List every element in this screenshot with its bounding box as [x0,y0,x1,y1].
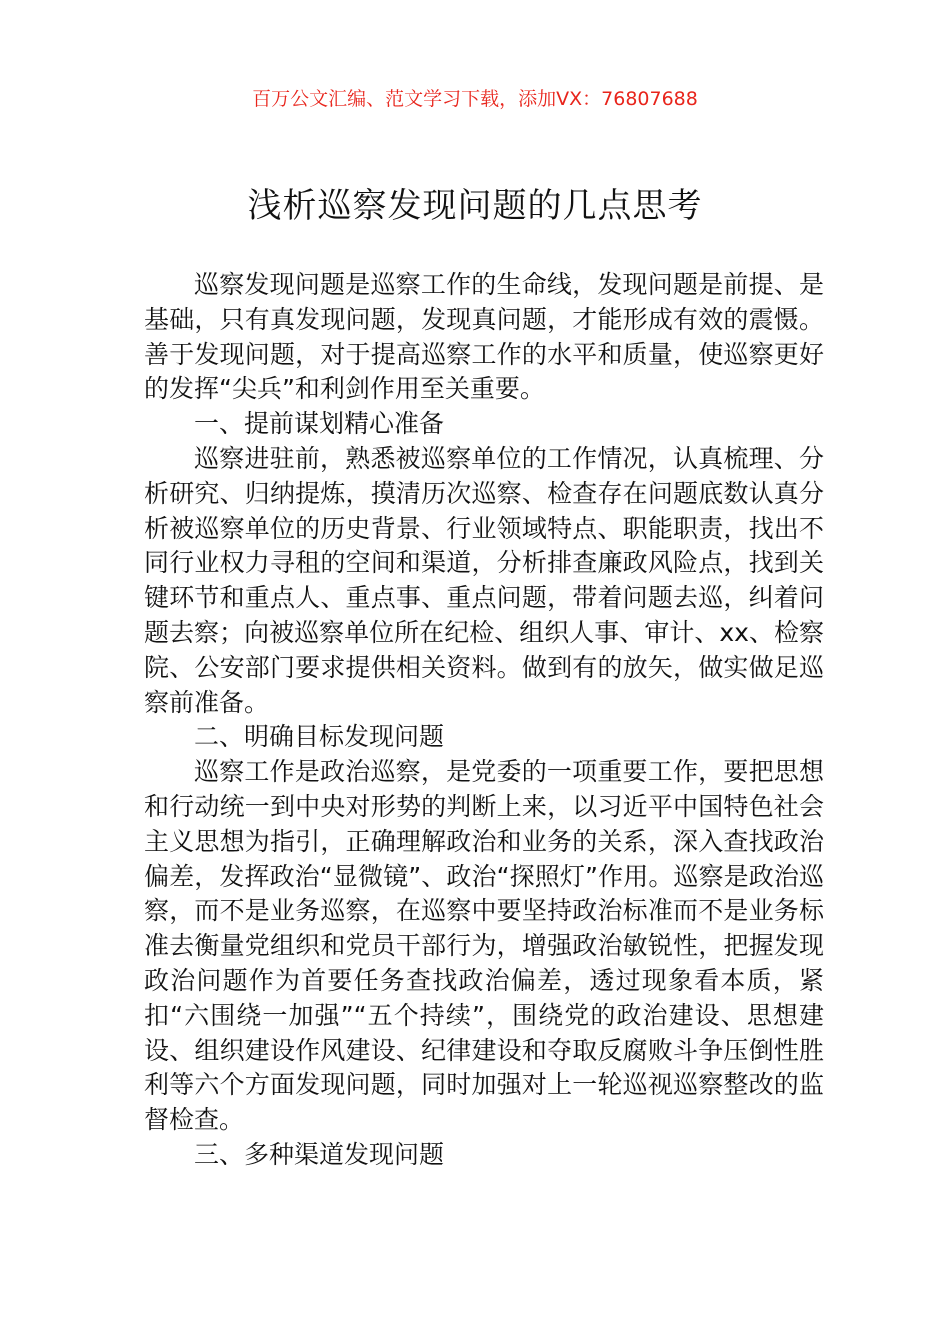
paragraph-section-2: 巡察工作是政治巡察，是党委的一项重要工作，要把思想和行动统一到中央对形势的判断上来，以习近平中国特色社会主义思想为指引，正确理解政治和业务的关系，深入查找政治偏差，发挥政治“显微镜”、政治“探照灯”作用。巡察是政治巡察，而不是业务巡察，在巡察中要坚持政治标准而不是业务标准去衡量党组织和党员干部行为，增强政治敏锐性，把握发现政治问题作为首要任务查找政治偏差，透过现象看本质，紧扣“六围绕一加强”“五个持续”，围绕党的政治建设、思想建设、组织建设作风建设、纪律建设和夺取反腐败斗争压倒性胜利等六个方面发现问题，同时加强对上一轮巡视巡察整改的监督检查。 [144,757,824,1135]
document-title: 浅析巡察发现问题的几点思考 [247,186,703,226]
section-heading-2: 二、明确目标发现问题 [194,722,445,752]
section-heading-1: 一、提前谋划精心准备 [194,409,445,439]
section-heading-3: 三、多种渠道发现问题 [194,1139,445,1169]
paragraph-section-1: 巡察进驻前，熟悉被巡察单位的工作情况，认真梳理、分析研究、归纳提炼，摸清历次巡察、检查存在问题底数认真分析被巡察单位的历史背景、行业领域特点、职能职责，找出不同行业权力寻租的空间和渠道，分析排查廉政风险点，找到关键环节和重点人、重点事、重点问题，带着问题去巡，纠着问题去察；向被巡察单位所在纪检、组织人事、审计、xx、检察院、公安部门要求提供相关资料。做到有的放矢，做实做足巡察前准备。 [144,443,824,717]
document-body [144,268,824,1173]
header-note: 百万公文汇编、范文学习下载，添加VX：76807688 [252,88,698,110]
paragraph-intro: 巡察发现问题是巡察工作的生命线，发现问题是前提、是基础，只有真发现问题，发现真问题，才能形成有效的震慑。善于发现问题，对于提高巡察工作的水平和质量，使巡察更好的发挥“尖兵”和利剑作用至关重要。 [144,270,824,404]
